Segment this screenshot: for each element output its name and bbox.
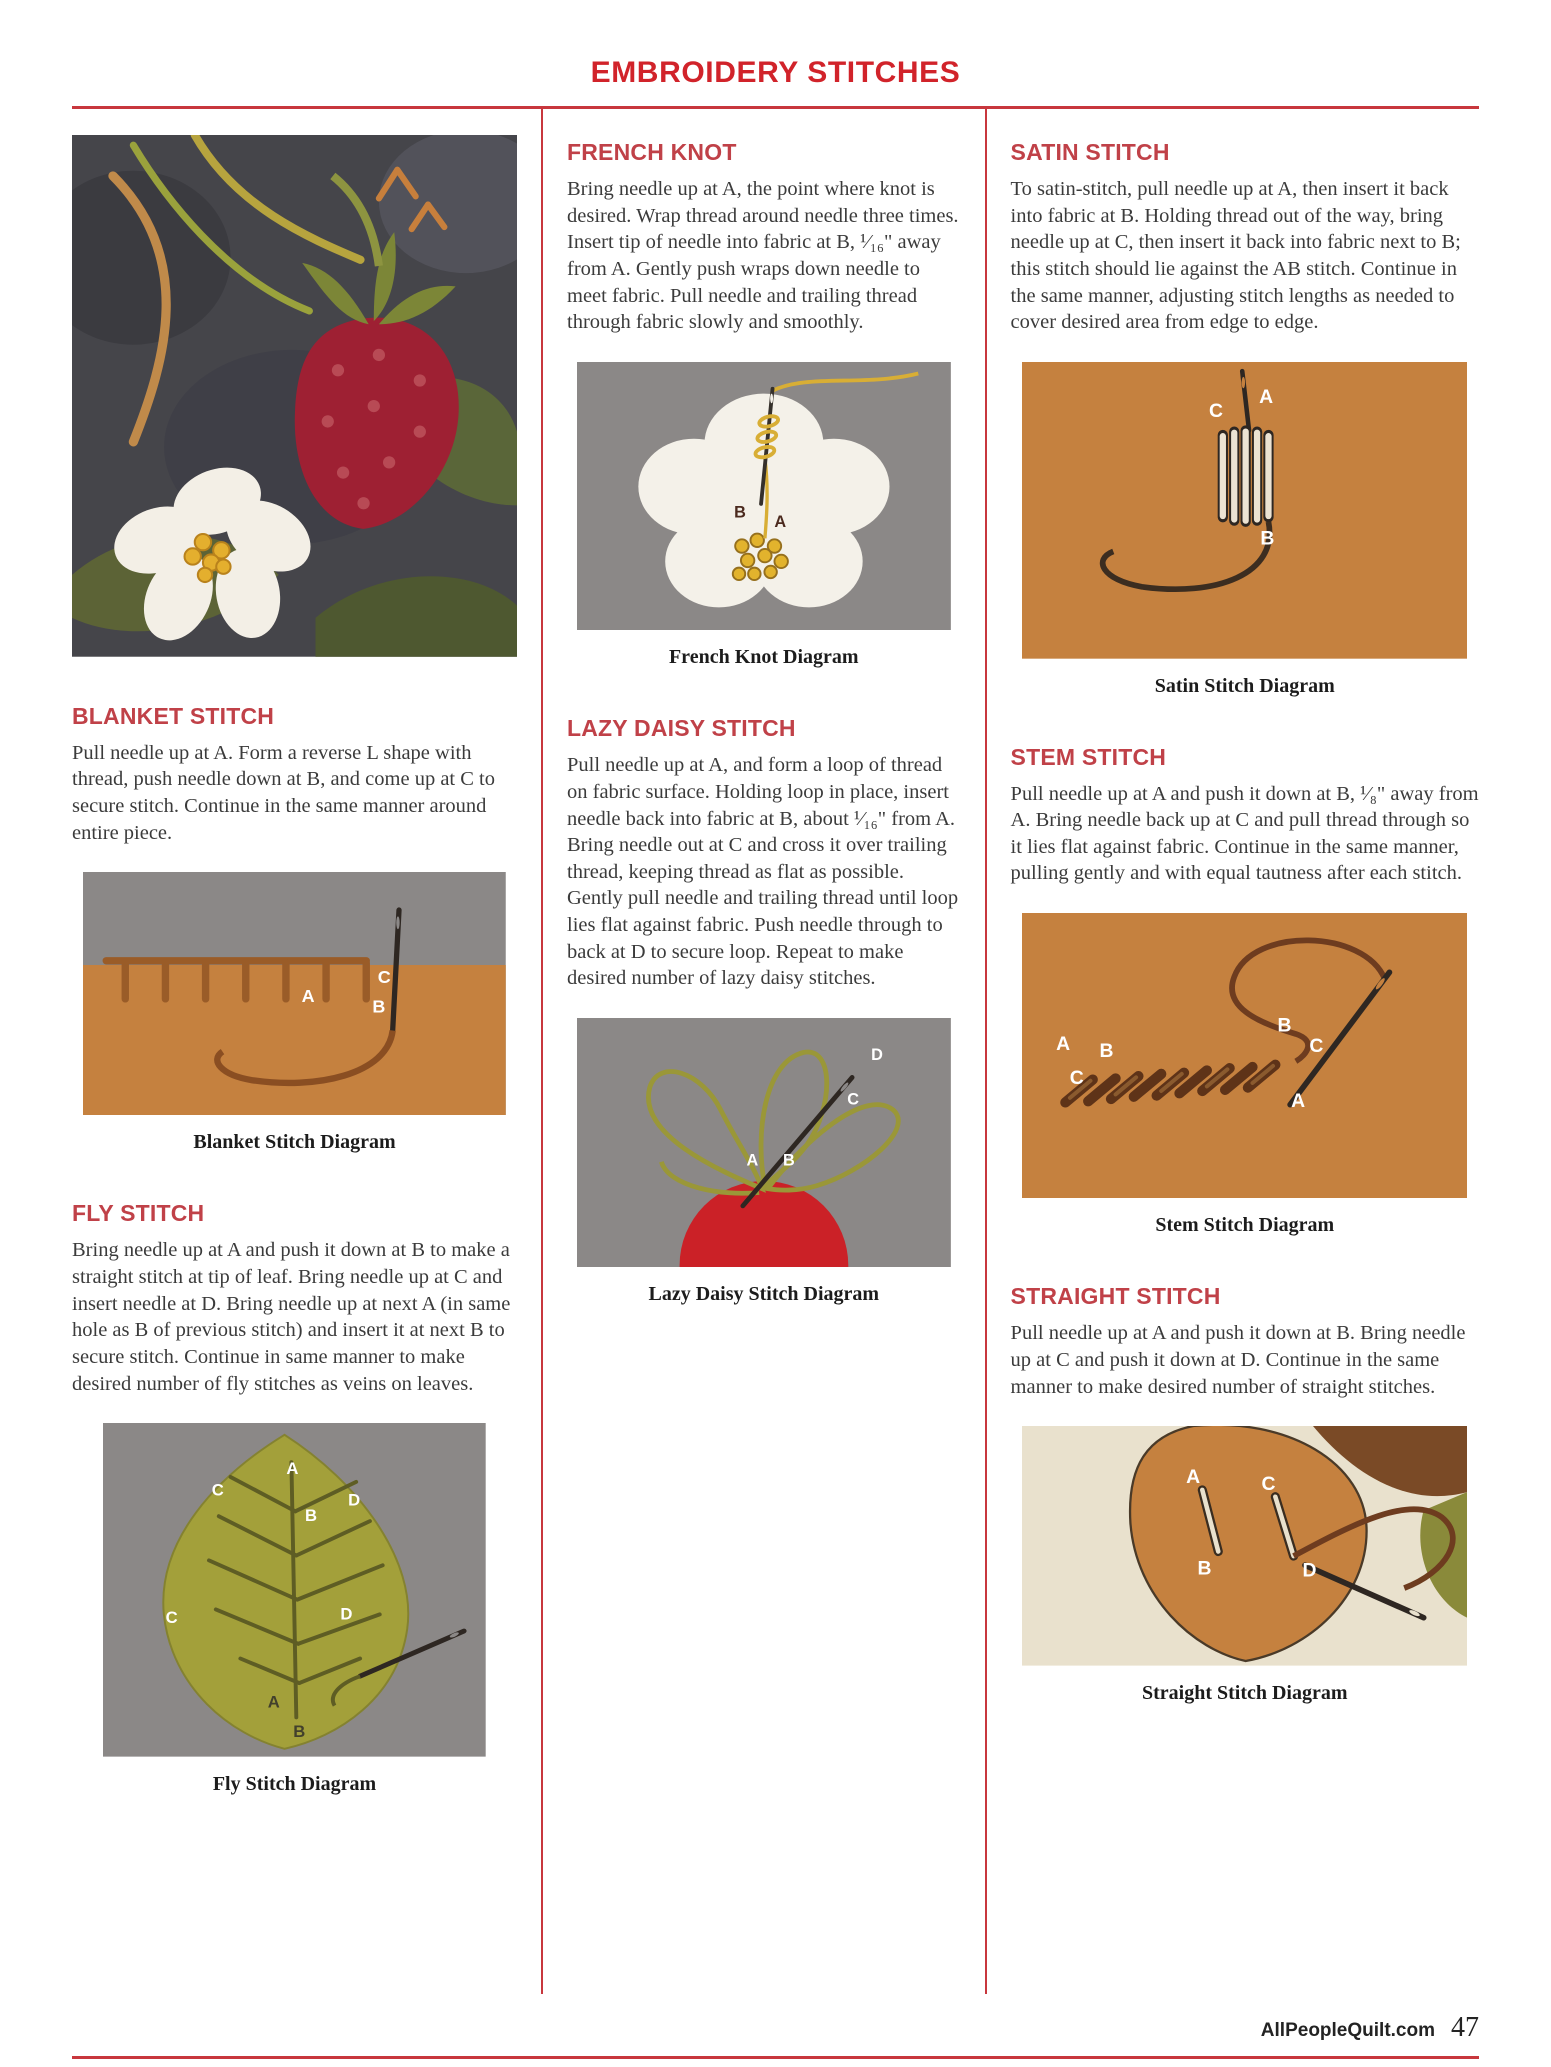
column-3 [987,109,1479,1994]
stem-stitch-heading: STEM STITCH [1010,743,1167,770]
content-columns [72,109,1479,1994]
section-fly-stitch [72,1200,517,1795]
label-b2: B [293,1722,306,1742]
label-b2: B [1277,1014,1292,1037]
section-french-knot [567,139,961,669]
column-2 [541,109,987,1994]
label-a: A [774,512,786,531]
stem-stitch-caption: Stem Stitch Diagram [1155,1214,1335,1237]
label-a1: A [1056,1033,1071,1056]
satin-stitch-diagram-image [1022,362,1467,659]
footer-page-number: 47 [1451,2012,1479,2043]
lazy-daisy-caption: Lazy Daisy Stitch Diagram [648,1283,880,1306]
section-blanket-stitch [72,703,517,1155]
label-a2: A [267,1692,280,1712]
straight-stitch-diagram-image [1022,1426,1467,1666]
straight-stitch-body: Pull needle up at A and push it down at B. Bring needle up at C and push it down at D. Continue in the same manner to make desired number of straight stitches. [1010,1322,1466,1398]
satin-stitch-heading: SATIN STITCH [1010,139,1170,165]
section-satin-stitch [1011,139,1479,698]
section-straight-stitch [1011,1283,1479,1705]
section-lazy-daisy [567,715,961,1306]
label-c: C [1261,1473,1276,1496]
label-b: B [1197,1557,1212,1580]
label-a1: A [286,1459,299,1479]
label-c1: C [1070,1067,1085,1090]
label-b1: B [1099,1039,1114,1062]
fabric [83,965,506,1115]
blanket-stitch-caption: Blanket Stitch Diagram [193,1131,396,1154]
label-b: B [372,996,386,1017]
satin-stitch-caption: Satin Stitch Diagram [1154,674,1335,697]
french-knot-diagram-image [577,362,951,630]
french-knot-figure [567,362,961,669]
french-knot-body: Bring needle up at A, the point where knot is desired. Wrap thread around needle three times. Insert tip of needle into fabric at B, ¹⁄₁₆" away from A. Gently push wraps down needle to meet fabric. Pull needle and trailing thread through fabric slowly and smoothly. [567,178,959,334]
fly-stitch-body: Bring needle up at A and push it down at B to make a straight stitch at tip of leaf. Bring needle up at C and insert needle at D. Bring needle up at next A (in same hole as B of previous stitch) and insert it at next B to secure stitch. Continue in same manner to make desired number of fly stitches as veins on leaves. [72,1239,511,1395]
fly-stitch-diagram-image [103,1423,486,1757]
footer-rule [72,2056,1479,2059]
label-a: A [1259,385,1274,408]
blanket-stitch-diagram-image [83,872,506,1115]
blanket-stitch-heading: BLANKET STITCH [72,702,275,729]
fly-stitch-figure [72,1423,517,1796]
footer-website: AllPeopleQuilt.com [1260,2020,1435,2041]
label-d: D [871,1046,883,1065]
lazy-daisy-figure [567,1018,961,1306]
label-d1: D [348,1490,361,1510]
label-a: A [746,1151,759,1170]
lazy-daisy-body: Pull needle up at A, and form a loop of thread on fabric surface. Holding loop in place, insert needle back into fabric at B, about ¹⁄₁₆" from A. Bring needle out at C and cross it over trailing thread, keeping thread as flat as possible. Gently pull needle and trailing thread until loop lies flat against fabric. Push needle through to back at D to secure loop. Repeat to make desired number of lazy daisy stitches. [567,754,959,990]
fly-stitch-caption: Fly Stitch Diagram [212,1772,377,1795]
satin-stitch-body: To satin-stitch, pull needle up at A, then insert it back into fabric at B. Holding thread out of the way, bring needle up at C, then insert it back into fabric next to B; this stitch should lie against the AB stitch. Continue in the same manner, adjusting stitch lengths as needed to cover desired area from edge to edge. [1010,178,1461,334]
label-c1: C [211,1480,224,1500]
blanket-stitch-figure [72,872,517,1154]
fly-stitch-heading: FLY STITCH [72,1200,205,1227]
label-a2: A [1291,1090,1306,1113]
blanket-stitch-body: Pull needle up at A. Form a reverse L shape with thread, push needle down at B, and come up at C to secure stitch. Continue in the same manner around entire piece. [72,741,495,844]
straight-stitch-heading: STRAIGHT STITCH [1010,1283,1221,1310]
label-a: A [1186,1466,1201,1489]
page-title: EMBROIDERY STITCHES [590,56,961,89]
straight-stitch-caption: Straight Stitch Diagram [1141,1681,1348,1704]
section-stem-stitch [1011,744,1479,1238]
label-c: C [377,967,391,988]
label-b: B [733,503,746,522]
embroidery-photo-image [72,135,517,657]
label-b1: B [305,1506,318,1526]
stem-stitch-body: Pull needle up at A and push it down at B, ¹⁄₈" away from A. Bring needle back up at C and pull thread through so it lies flat against fabric. Continue in the same manner, pulling gently and with equal tautness after each stitch. [1010,782,1479,885]
label-b: B [782,1151,795,1170]
label-d: D [1302,1559,1317,1582]
label-c: C [847,1090,859,1109]
label-c2: C [1309,1035,1324,1058]
label-c2: C [165,1608,178,1628]
label-b: B [1260,527,1275,550]
french-knot-heading: FRENCH KNOT [567,139,737,165]
french-knot-caption: French Knot Diagram [668,646,859,669]
label-a: A [301,986,315,1007]
column-1 [72,109,541,1994]
label-c: C [1209,399,1224,422]
embroidery-sampler-photo [72,135,517,657]
page-footer [72,1994,1479,2067]
lazy-daisy-heading: LAZY DAISY STITCH [567,715,796,742]
page-header [72,34,1479,109]
straight-stitch-figure [1011,1426,1479,1705]
stem-stitch-diagram-image [1022,913,1467,1198]
lazy-daisy-diagram-image [577,1018,951,1267]
satin-stitch-figure [1011,362,1479,698]
stem-stitch-figure [1011,913,1479,1237]
label-d2: D [340,1604,353,1624]
